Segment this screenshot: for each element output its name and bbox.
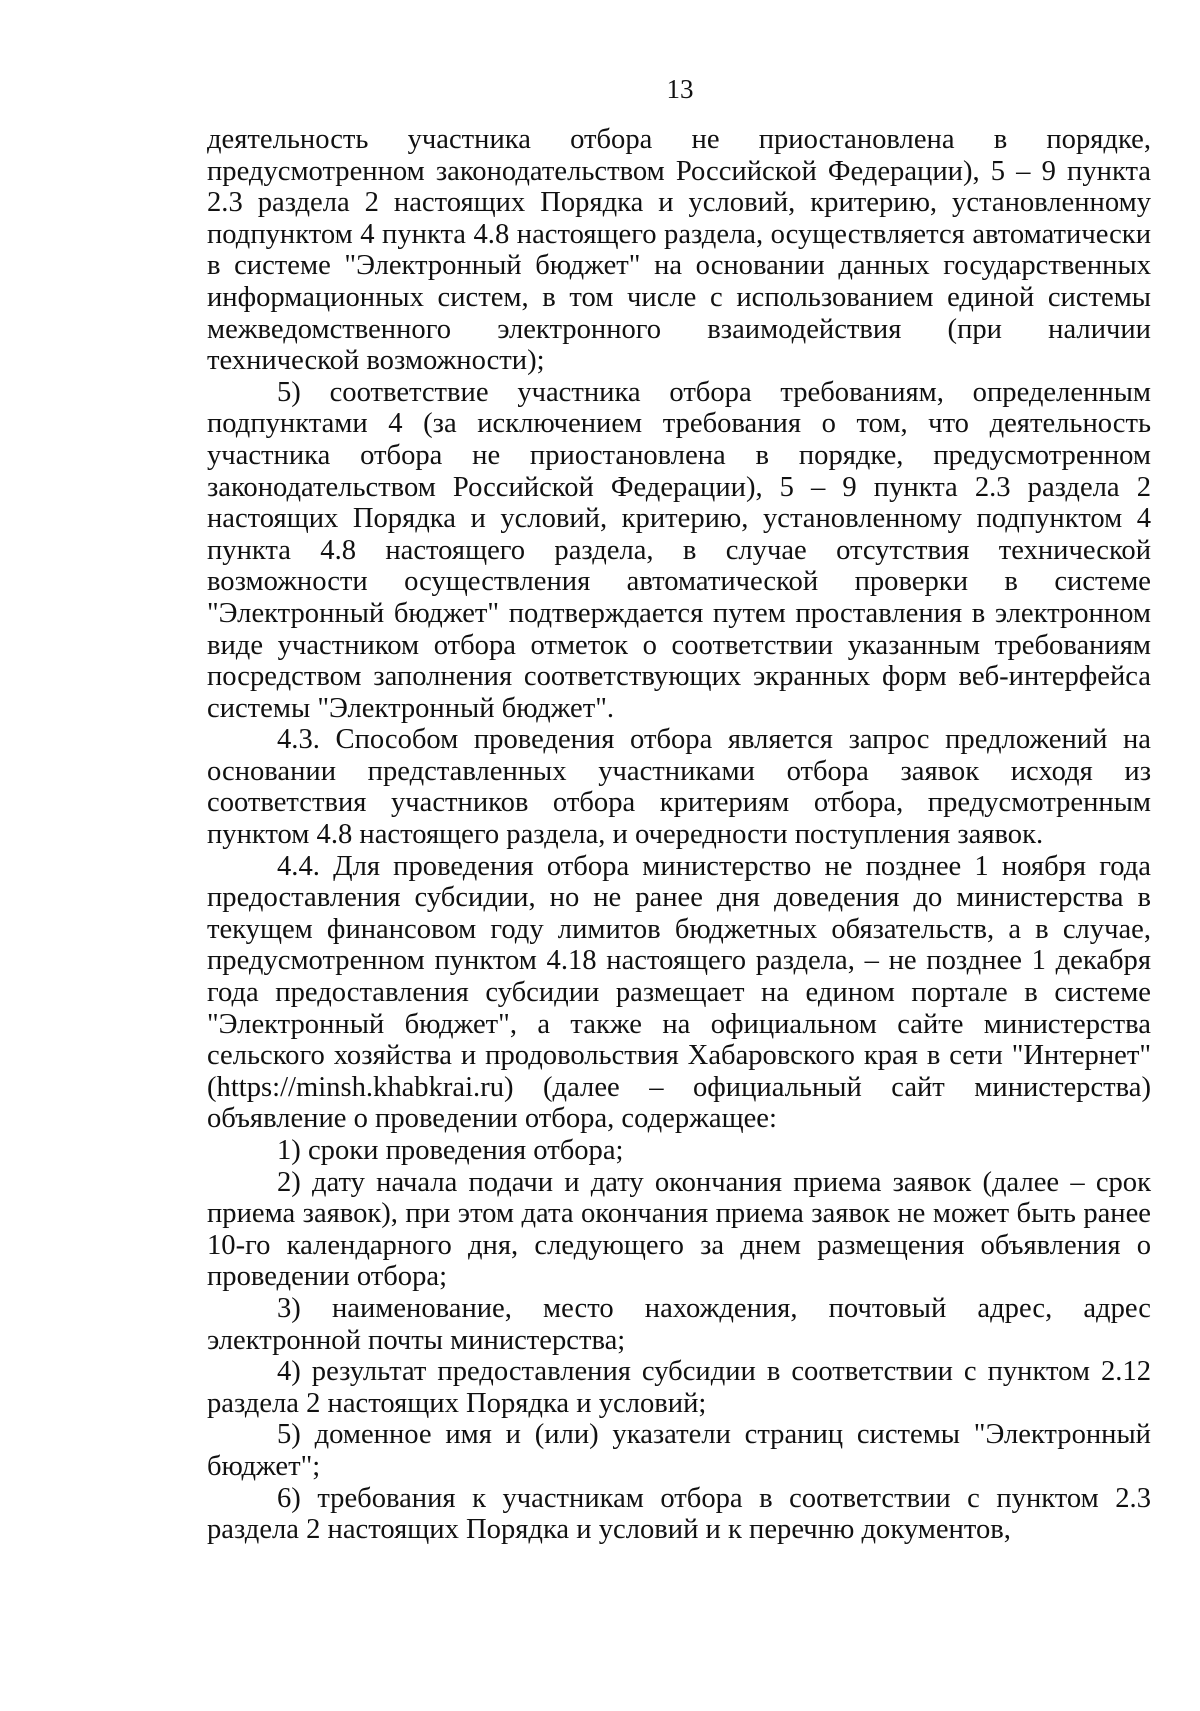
paragraph-continuation: деятельность участника отбора не приостановлена в порядке, предусмотренном законодательством Российской Федерации), 5 – 9 пункта 2.3 раздела 2 настоящих Порядка и условий, критерию, установленному подпунктом 4 пункта 4.8 настоящего раздела, осуществляется автоматически в системе "Электронный бюджет" на основании данных государственных информационных систем, в том числе с использованием единой системы межведомственного электронного взаимодействия (при наличии технической возможности);: [207, 124, 1151, 377]
paragraph-item-5-compliance: 5) соответствие участника отбора требованиям, определенным подпунктами 4 (за исключением требования о том, что деятельность участника отбора не приостановлена в порядке, предусмотренном законодательством Российской Федерации), 5 – 9 пункта 2.3 раздела 2 настоящих Порядка и условий, критерию, установленному подпунктом 4 пункта 4.8 настоящего раздела, в случае отсутствия технической возможности осуществления автоматической проверки в системе "Электронный бюджет" подтверждается путем проставления в электронном виде участником отбора отметок о соответствии указанным требованиям посредством заполнения соответствующих экранных форм веб-интерфейса системы "Электронный бюджет".: [207, 376, 1151, 724]
list-item-5: 5) доменное имя и (или) указатели страниц системы "Электронный бюджет";: [207, 1419, 1151, 1482]
list-item-4: 4) результат предоставления субсидии в соответствии с пунктом 2.12 раздела 2 настоящих Порядка и условий;: [207, 1356, 1151, 1419]
document-body: [207, 124, 1151, 1546]
paragraph-4-4: 4.4. Для проведения отбора министерство не позднее 1 ноября года предоставления субсидии, но не ранее дня доведения до министерства в текущем финансовом году лимитов бюджетных обязательств, а в случае, предусмотренном пунктом 4.18 настоящего раздела, – не позднее 1 декабря года предоставления субсидии размещает на едином портале в системе "Электронный бюджет", а также на официальном сайте министерства сельского хозяйства и продовольствия Хабаровского края в сети "Интернет" (https://minsh.khabkrai.ru) (далее – официальный сайт министерства) объявление о проведении отбора, содержащее:: [207, 850, 1151, 1135]
list-item-2: 2) дату начала подачи и дату окончания приема заявок (далее – срок приема заявок), при этом дата окончания приема заявок не может быть ранее 10-го календарного дня, следующего за днем размещения объявления о проведении отбора;: [207, 1166, 1151, 1293]
page-number: 13: [666, 74, 694, 104]
list-item-1: 1) сроки проведения отбора;: [277, 1135, 624, 1166]
list-item-3: 3) наименование, место нахождения, почтовый адрес, адрес электронной почты министерства;: [207, 1292, 1151, 1356]
paragraph-4-3: 4.3. Способом проведения отбора является запрос предложений на основании представленных участниками отбора заявок исходя из соответствия участников отбора критериям отбора, предусмотренным пунктом 4.8 настоящего раздела, и очередности поступления заявок.: [207, 724, 1151, 851]
list-item-6: 6) требования к участникам отбора в соответствии с пунктом 2.3 раздела 2 настоящих Порядка и условий и к перечню документов,: [207, 1482, 1151, 1546]
